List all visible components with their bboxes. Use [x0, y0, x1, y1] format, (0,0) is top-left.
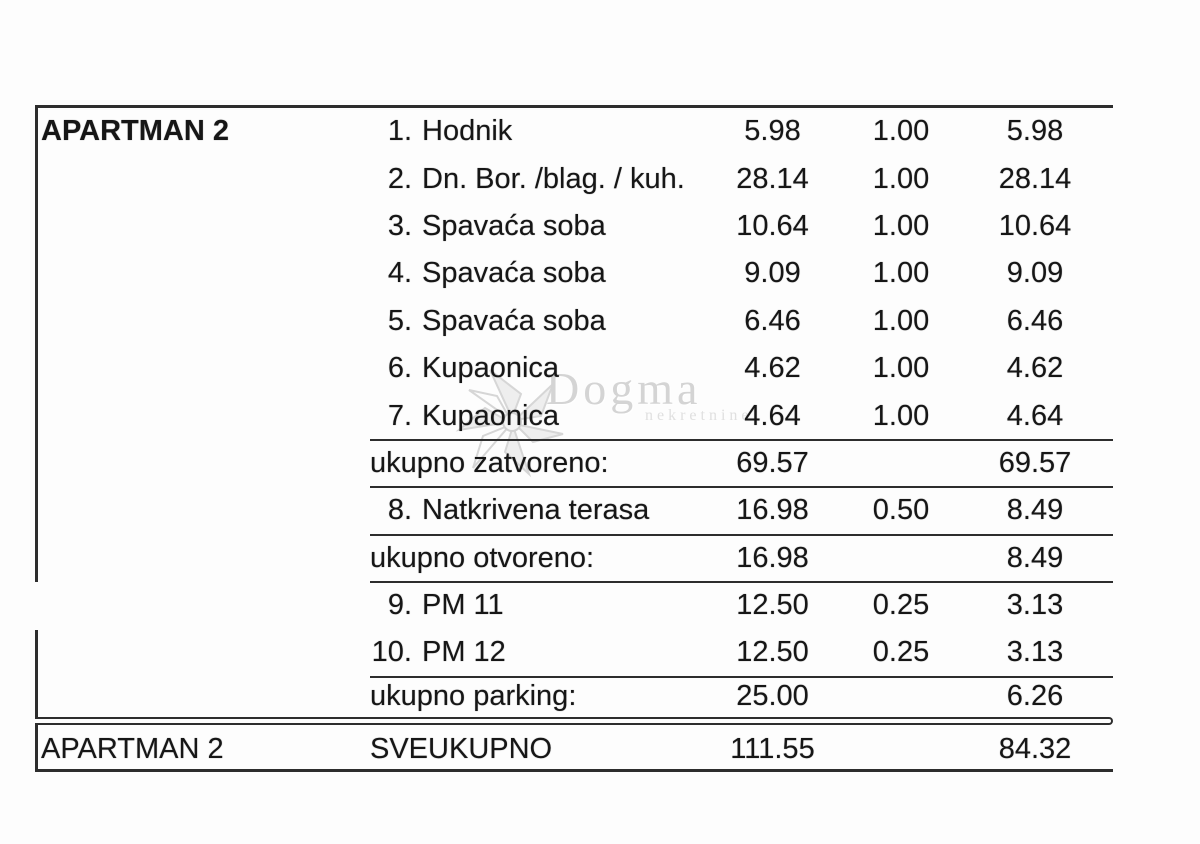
- room-7-row: [35, 392, 1113, 439]
- grand-total-row: [35, 729, 1113, 772]
- apartment-header-label: APARTMAN 2: [41, 115, 229, 148]
- subtotal-parking-row: [35, 677, 1113, 717]
- reduced-area-value: 5.98: [1006, 115, 1064, 148]
- grand-total-separator: [35, 717, 1113, 725]
- area-value: 4.62: [744, 352, 801, 385]
- coefficient-value: 1.00: [872, 304, 930, 337]
- room-name-cell: [370, 305, 700, 338]
- room-name-cell: [370, 352, 700, 385]
- room-name-cell: [370, 542, 700, 575]
- area-value: 9.09: [744, 257, 801, 290]
- area-value: 5.98: [744, 115, 801, 148]
- area-value: 4.64: [744, 399, 801, 432]
- area-calculation-table: [35, 105, 1113, 772]
- coefficient-value: 0.50: [872, 494, 930, 527]
- grand-total-reduced-area-value: 84.32: [998, 732, 1072, 765]
- room-3-row: [35, 203, 1113, 250]
- room-number: 7.: [387, 399, 412, 432]
- reduced-area-value: 4.64: [1006, 399, 1064, 432]
- room-number: 6.: [387, 352, 412, 385]
- reduced-area-value: 8.49: [1006, 494, 1064, 527]
- apartment-label: APARTMAN 2: [41, 732, 224, 765]
- room-name: PM 12: [422, 636, 506, 669]
- coefficient-value: 1.00: [872, 115, 930, 148]
- room-name: ukupno otvoreno:: [370, 541, 595, 574]
- reduced-area-value: 6.26: [1006, 680, 1064, 713]
- room-number: 1.: [387, 115, 412, 148]
- area-value: 6.46: [744, 304, 801, 337]
- room-name: ukupno zatvoreno:: [370, 446, 609, 479]
- room-5-row: [35, 298, 1113, 345]
- watermark-brand-text: Dogma: [546, 363, 702, 414]
- room-number: 3.: [387, 209, 412, 242]
- room-name-cell: [370, 680, 700, 713]
- room-name-cell: [370, 447, 700, 480]
- coefficient-value: 1.00: [872, 209, 930, 242]
- coefficient-value: 1.00: [872, 352, 930, 385]
- room-number: 2.: [387, 162, 412, 195]
- coefficient-value: 0.25: [872, 636, 930, 669]
- room-name-cell: [370, 163, 700, 196]
- room-1-row: [35, 108, 1113, 155]
- room-number: 8.: [387, 494, 412, 527]
- room-6-row: [35, 345, 1113, 392]
- reduced-area-value: 4.62: [1006, 352, 1064, 385]
- room-name: PM 11: [422, 589, 504, 622]
- room-name: ukupno parking:: [370, 680, 577, 713]
- room-name-cell: [370, 494, 700, 527]
- coefficient-value: 1.00: [872, 257, 930, 290]
- room-name-cell: [370, 589, 700, 622]
- area-value: 28.14: [736, 162, 809, 195]
- area-value: 25.00: [736, 680, 809, 713]
- watermark-subtitle-text: nekretnine: [645, 407, 753, 424]
- coefficient-value: 1.00: [872, 162, 930, 195]
- room-name: Kupaonica: [422, 352, 560, 385]
- table-rows-container: [35, 108, 1113, 717]
- row-label-cell: [35, 115, 370, 148]
- area-value: 16.98: [736, 494, 809, 527]
- room-name: Dn. Bor. /blag. / kuh.: [422, 162, 685, 195]
- reduced-area-value: 10.64: [998, 209, 1072, 242]
- area-value: 10.64: [736, 209, 809, 242]
- area-value: 69.57: [736, 446, 809, 479]
- room-name-cell: [370, 636, 700, 669]
- area-value: 12.50: [736, 636, 809, 669]
- coefficient-value: 0.25: [872, 589, 930, 622]
- subtotal-zatvoreno-row: [35, 440, 1113, 487]
- grand-total-area-value: 111.55: [730, 732, 815, 765]
- room-name: Hodnik: [422, 115, 513, 148]
- room-number: 10.: [371, 636, 412, 669]
- room-name-cell: [370, 257, 700, 290]
- area-value: 12.50: [736, 589, 809, 622]
- room-number: 5.: [387, 304, 412, 337]
- coefficient-value: 1.00: [872, 399, 930, 432]
- room-name: Spavaća soba: [422, 257, 606, 290]
- room-4-row: [35, 250, 1113, 297]
- reduced-area-value: 3.13: [1006, 636, 1064, 669]
- subtotal-otvoreno-row: [35, 535, 1113, 582]
- room-number: 9.: [387, 589, 412, 622]
- room-9-row: [35, 582, 1113, 629]
- grand-total-title: SVEUKUPNO: [370, 732, 553, 765]
- room-10-row: [35, 629, 1113, 676]
- room-name: Natkrivena terasa: [422, 494, 650, 527]
- room-name: Spavaća soba: [422, 209, 606, 242]
- room-name: Kupaonica: [422, 399, 560, 432]
- room-8-row: [35, 487, 1113, 534]
- room-name-cell: [370, 210, 700, 243]
- reduced-area-value: 6.46: [1006, 304, 1064, 337]
- room-number: 4.: [387, 257, 412, 290]
- room-name: Spavaća soba: [422, 304, 606, 337]
- room-2-row: [35, 155, 1113, 202]
- reduced-area-value: 3.13: [1006, 589, 1064, 622]
- reduced-area-value: 69.57: [998, 446, 1072, 479]
- room-name-cell: [370, 400, 700, 433]
- area-value: 16.98: [736, 541, 809, 574]
- reduced-area-value: 9.09: [1006, 257, 1064, 290]
- room-name-cell: [370, 115, 700, 148]
- reduced-area-value: 28.14: [998, 162, 1072, 195]
- reduced-area-value: 8.49: [1006, 541, 1064, 574]
